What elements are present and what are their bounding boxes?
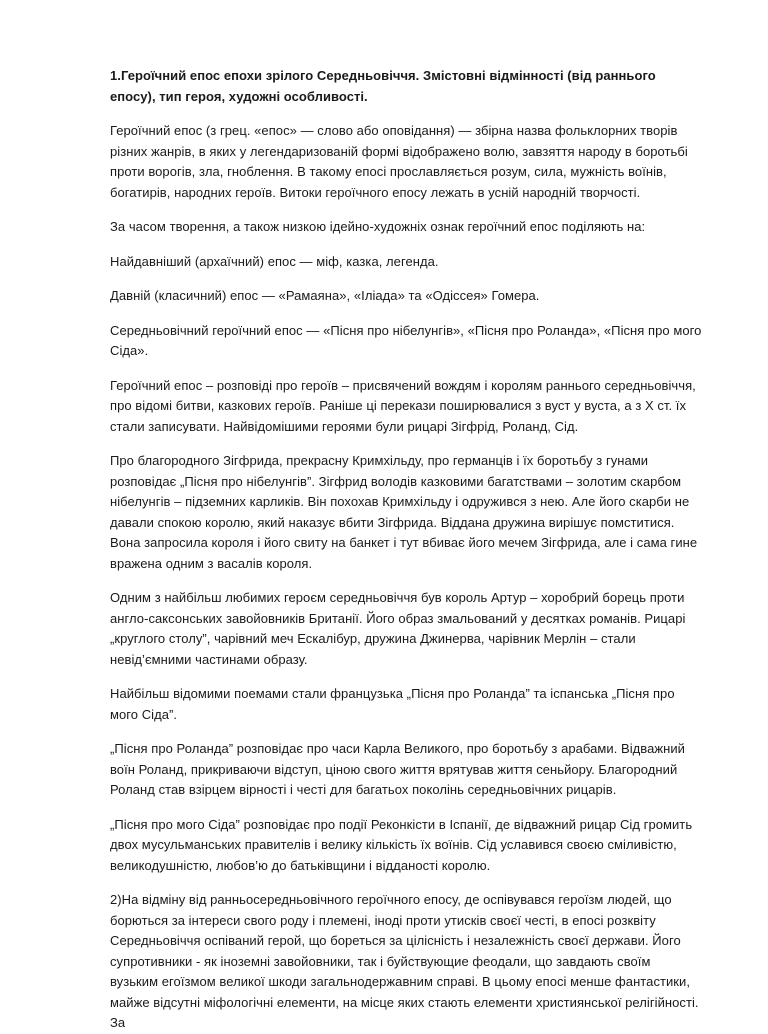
- paragraph-differences: 2)На відміну від ранньосередньовічного героїчного епосу, де оспівувався героїзм людей, що борються за інтереси свого роду і племені, іноді проти утисків своєї честі, в епосі розквіту Середньовіччя оспіваний герой, що бореться за цілісність і незалежність своєї держави. Його супротивники - як іноземні завойовники, так і буйствующие феодали, що завдають своїм вузьким егоїзмом великої шкоди загальнодержавним справі. В цьому епосі менше фантастики, майже відсутні міфологічні елементи, на місце яких стають елементи християнської релігійності. За: [110, 892, 699, 1030]
- paragraph-classification-intro: За часом творення, а також низкою ідейно-художніх ознак героїчний епос поділяють на:: [110, 219, 646, 234]
- paragraph-siegfried: Про благородного Зігфрида, прекрасну Кримхільду, про германців і їх боротьбу з гунами розповідає „Пісня про нібелунгів”. Зігфрид володів казковими багатствами – золотим скарбом нібелунгів – підземних карликів. Він похохав Кримхільду і одружився з нею. Але його скарби не давали спокою королю, який наказує вбити Зігфрида. Віддана дружина вирішує помститися. Вона запросила короля і його свиту на банкет і тут вбиває його мечем Зігфрида, але і сама гине вражена одним з васалів короля.: [110, 453, 698, 571]
- paragraph-epos-definition: Героїчний епос (з грец. «епос» — слово або оповідання) — збірна назва фольклорних творів різних жанрів, в яких у легендаризованій формі відображено волю, завзяття народу в боротьбі проти ворогів, зла, гноблення. В такому епосі прославляється розум, сила, мужність воїнів, богатирів, народних героїв. Витоки героїчного епосу лежать в усній народній творчості.: [110, 123, 688, 200]
- paragraph-classical-epos: Давній (класичний) епос — «Рамаяна», «Іліада» та «Одіссея» Гомера.: [110, 288, 540, 303]
- paragraph-song-of-cid: „Пісня про мого Сіда” розповідає про події Реконкісти в Іспанії, де відважний рицар Сід громить двох мусульманських правителів і велику кількість їх воїнів. Сід уславився своєю сміливістю, великодушністю, любов’ю до батьківщини і відданості королю.: [110, 816, 693, 873]
- paragraph-archaic-epos: Найдавніший (архаїчний) епос — міф, казка, легенда.: [110, 253, 439, 269]
- paragraph-heroes-overview: Героїчний епос – розповіді про героїв – присвячений вождям і королям раннього середньовіччя, про відомі битви, казкових героїв. Раніше ці перекази поширювалися з вуст у вуста, а з Х ст. їх стали записувати. Найвідомішими героями були рицарі Зігфрід, Роланд, Сід.: [110, 377, 696, 434]
- document-heading: 1.Героїчний епос епохи зрілого Середньовіччя. Змістовні відмінності (від раннього епосу), тип героя, художні особливості.: [110, 68, 656, 104]
- paragraph-medieval-epos: Середньовічний героїчний епос — «Пісня про нібелунгів», «Пісня про Роланда», «Пісня про мого Сіда».: [110, 322, 702, 358]
- paragraph-song-of-roland: „Пісня про Роланда” розповідає про часи Карла Великого, про боротьбу з арабами. Відважний воїн Роланд, прикриваючи відступ, ціною свого життя врятував життя сеньйору. Благородний Роланд став взірцем вірності і честі для багатьох поколінь середньовічних рицарів.: [110, 741, 685, 797]
- paragraph-famous-poems: Найбільш відомими поемами стали французька „Пісня про Роланда” та іспанська „Пісня про мого Сіда”.: [110, 686, 675, 722]
- paragraph-king-arthur: Одним з найбільш любимих героєм середньовіччя був король Артур – хоробрий борець проти англо-саксонських завойовників Британії. Його образ змальований у десятках романів. Рицарі „круглого столу”, чарівний меч Ескалібур, дружина Джинерва, чарівник Мерлін – стали невід’ємними частинами образу.: [110, 590, 686, 667]
